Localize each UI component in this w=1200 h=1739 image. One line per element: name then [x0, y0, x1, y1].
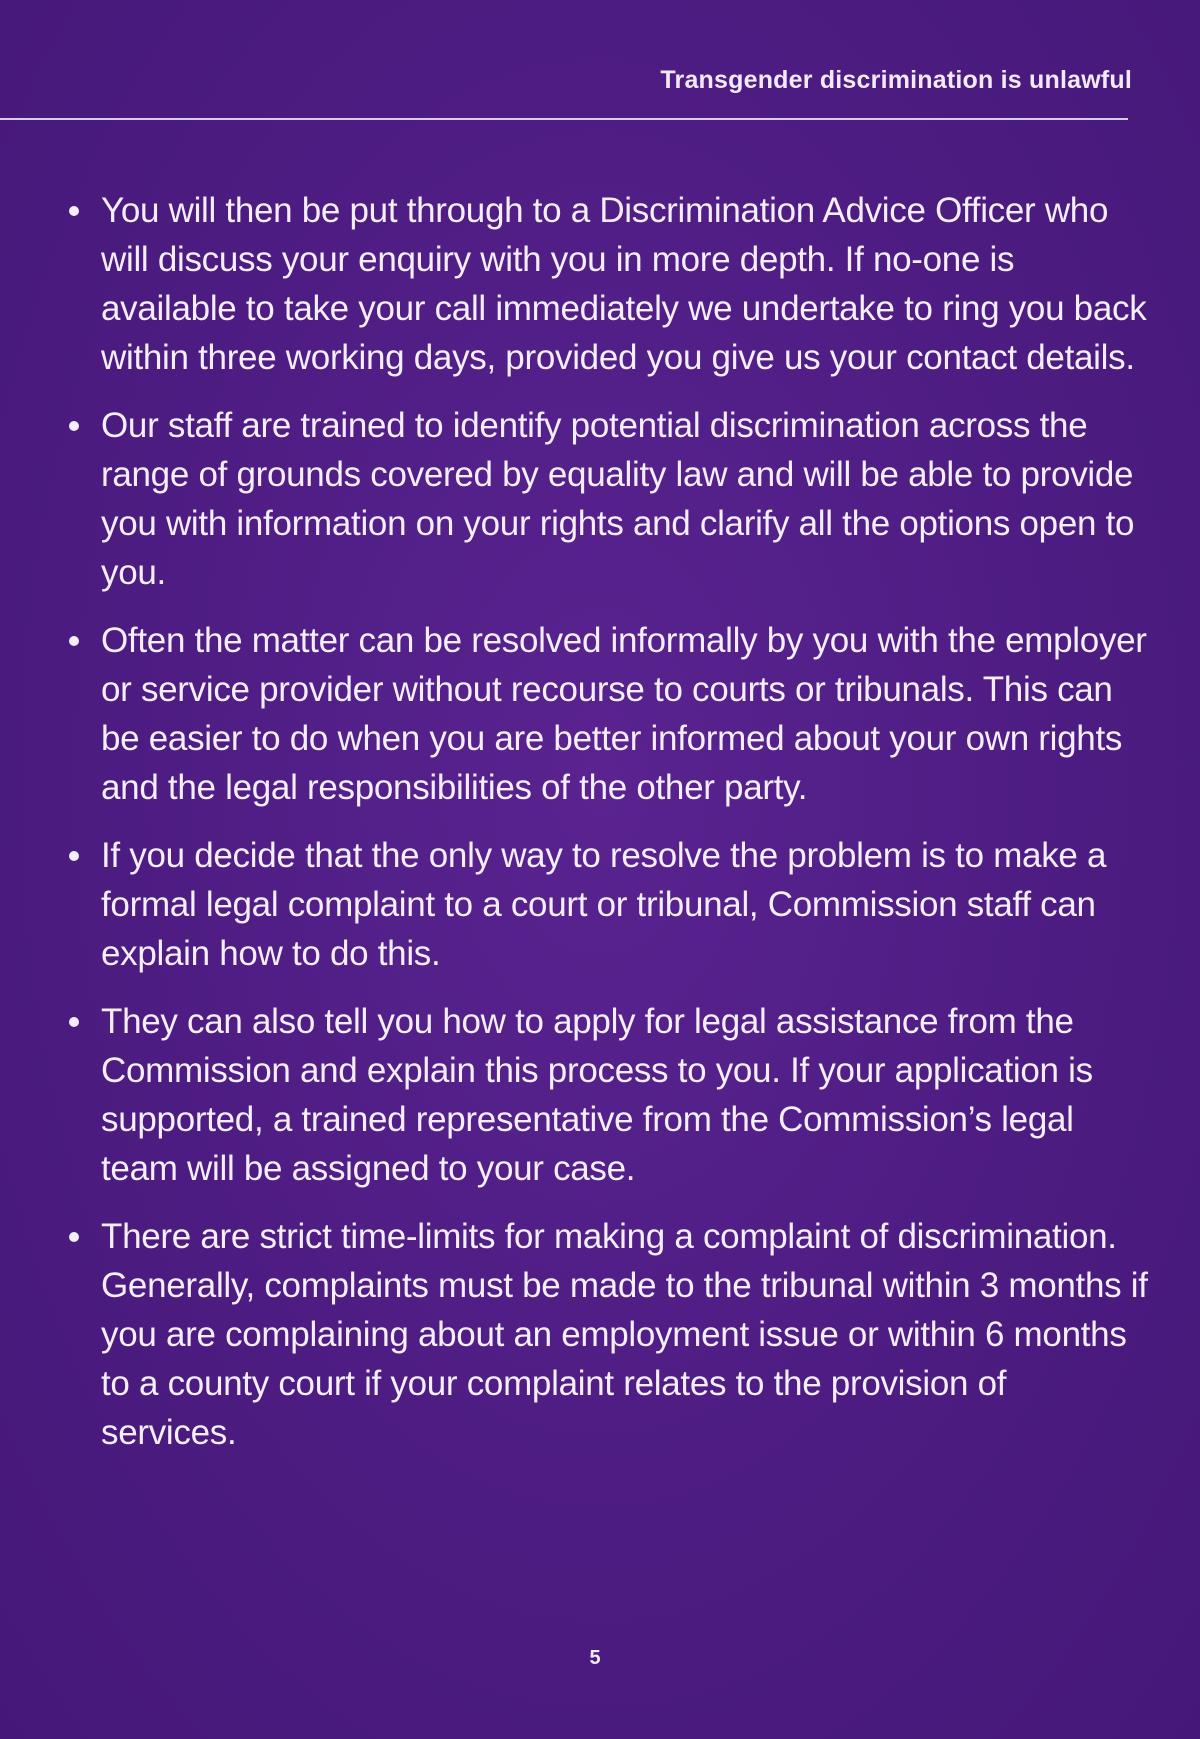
bullet-dot-icon	[69, 851, 79, 861]
bullet-text: Our staff are trained to identify potential discrimination across the range of grounds covered by equality law and will be able to provide you with information on your rights and clarify all the options open to you.	[101, 406, 1135, 592]
bullet-item	[60, 616, 1150, 812]
bullet-text: There are strict time-limits for making a complaint of discrimination. Generally, complaints must be made to the tribunal within 3 months if you are complaining about an employment issue or within 6 months to a county court if your complaint relates to the provision of services.	[101, 1217, 1148, 1452]
bullet-text: If you decide that the only way to resolve the problem is to make a formal legal complaint to a court or tribunal, Commission staff can explain how to do this.	[101, 836, 1107, 973]
bullet-list	[60, 186, 1150, 1476]
bullet-text: You will then be put through to a Discrimination Advice Officer who will discuss your enquiry with you in more depth. If no-one is available to take your call immediately we undertake to ring you back within three working days, provided you give us your contact details.	[101, 191, 1147, 377]
bullet-item	[60, 186, 1150, 382]
bullet-text: Often the matter can be resolved informally by you with the employer or service provider without recourse to courts or tribunals. This can be easier to do when you are better informed about your own rights and the legal responsibilities of the other party.	[101, 621, 1147, 807]
bullet-text: They can also tell you how to apply for legal assistance from the Commission and explain this process to you. If your application is supported, a trained representative from the Commission’s legal team will be assigned to your case.	[101, 1002, 1093, 1188]
page-number: 5	[589, 1647, 601, 1669]
bullet-item	[60, 401, 1150, 597]
header-divider	[0, 118, 1128, 120]
bullet-item	[60, 831, 1150, 978]
bullet-dot-icon	[69, 1017, 79, 1027]
bullet-dot-icon	[69, 421, 79, 431]
bullet-dot-icon	[69, 206, 79, 216]
bullet-dot-icon	[69, 636, 79, 646]
bullet-item	[60, 997, 1150, 1193]
bullet-item	[60, 1212, 1150, 1457]
page-header-title: Transgender discrimination is unlawful	[660, 66, 1132, 94]
bullet-dot-icon	[69, 1232, 79, 1242]
